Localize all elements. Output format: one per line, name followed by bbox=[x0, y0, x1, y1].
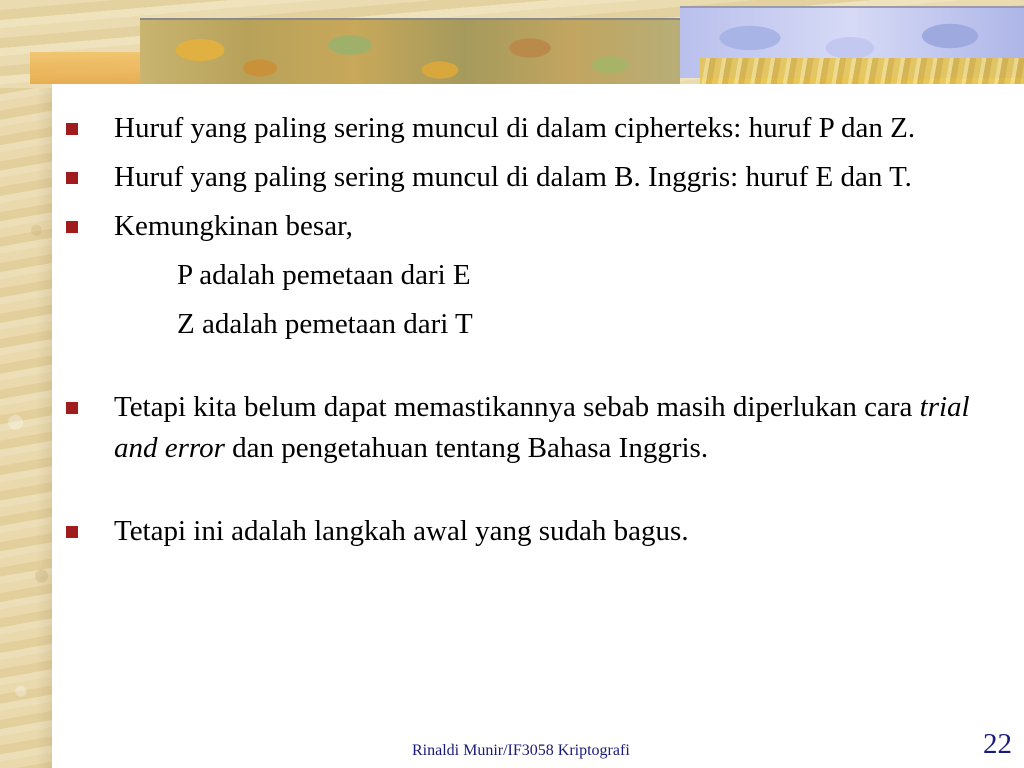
banner-bottom-edge bbox=[52, 84, 1024, 88]
sub-line: P adalah pemetaan dari E bbox=[177, 259, 471, 291]
square-bullet-icon bbox=[66, 221, 78, 233]
bullet-text: Kemungkinan besar, bbox=[114, 210, 353, 242]
bullet-item bbox=[60, 511, 990, 552]
footer-text: Rinaldi Munir/IF3058 Kriptografi bbox=[412, 742, 630, 759]
page-number: 22 bbox=[983, 728, 1012, 760]
bullet-item bbox=[60, 206, 990, 247]
square-bullet-icon bbox=[66, 123, 78, 135]
bullet-text-italic: trial and error bbox=[114, 391, 970, 464]
bullet-item bbox=[60, 387, 990, 469]
bullet-item bbox=[60, 108, 990, 149]
bullet-text: Huruf yang paling sering muncul di dalam B. Inggris: huruf E dan T. bbox=[114, 161, 912, 193]
square-bullet-icon bbox=[66, 402, 78, 414]
sub-line: Z adalah pemetaan dari T bbox=[177, 308, 473, 340]
square-bullet-icon bbox=[66, 526, 78, 538]
banner-wheat-image bbox=[700, 58, 1024, 84]
top-decorative-banner bbox=[0, 0, 1024, 88]
square-bullet-icon bbox=[66, 172, 78, 184]
bullet-text: Tetapi ini adalah langkah awal yang sudah bagus. bbox=[114, 515, 689, 547]
slide-content bbox=[60, 108, 990, 552]
bullet-text-part: dan pengetahuan tentang Bahasa Inggris. bbox=[224, 432, 709, 464]
bullet-text: Huruf yang paling sering muncul di dalam cipherteks: huruf P dan Z. bbox=[114, 112, 916, 144]
left-decorative-strip bbox=[0, 0, 52, 768]
bullet-text-part: Tetapi kita belum dapat memastikannya sebab masih diperlukan cara bbox=[114, 391, 920, 423]
banner-leaves-image bbox=[140, 18, 680, 88]
bullet-item bbox=[60, 157, 990, 198]
